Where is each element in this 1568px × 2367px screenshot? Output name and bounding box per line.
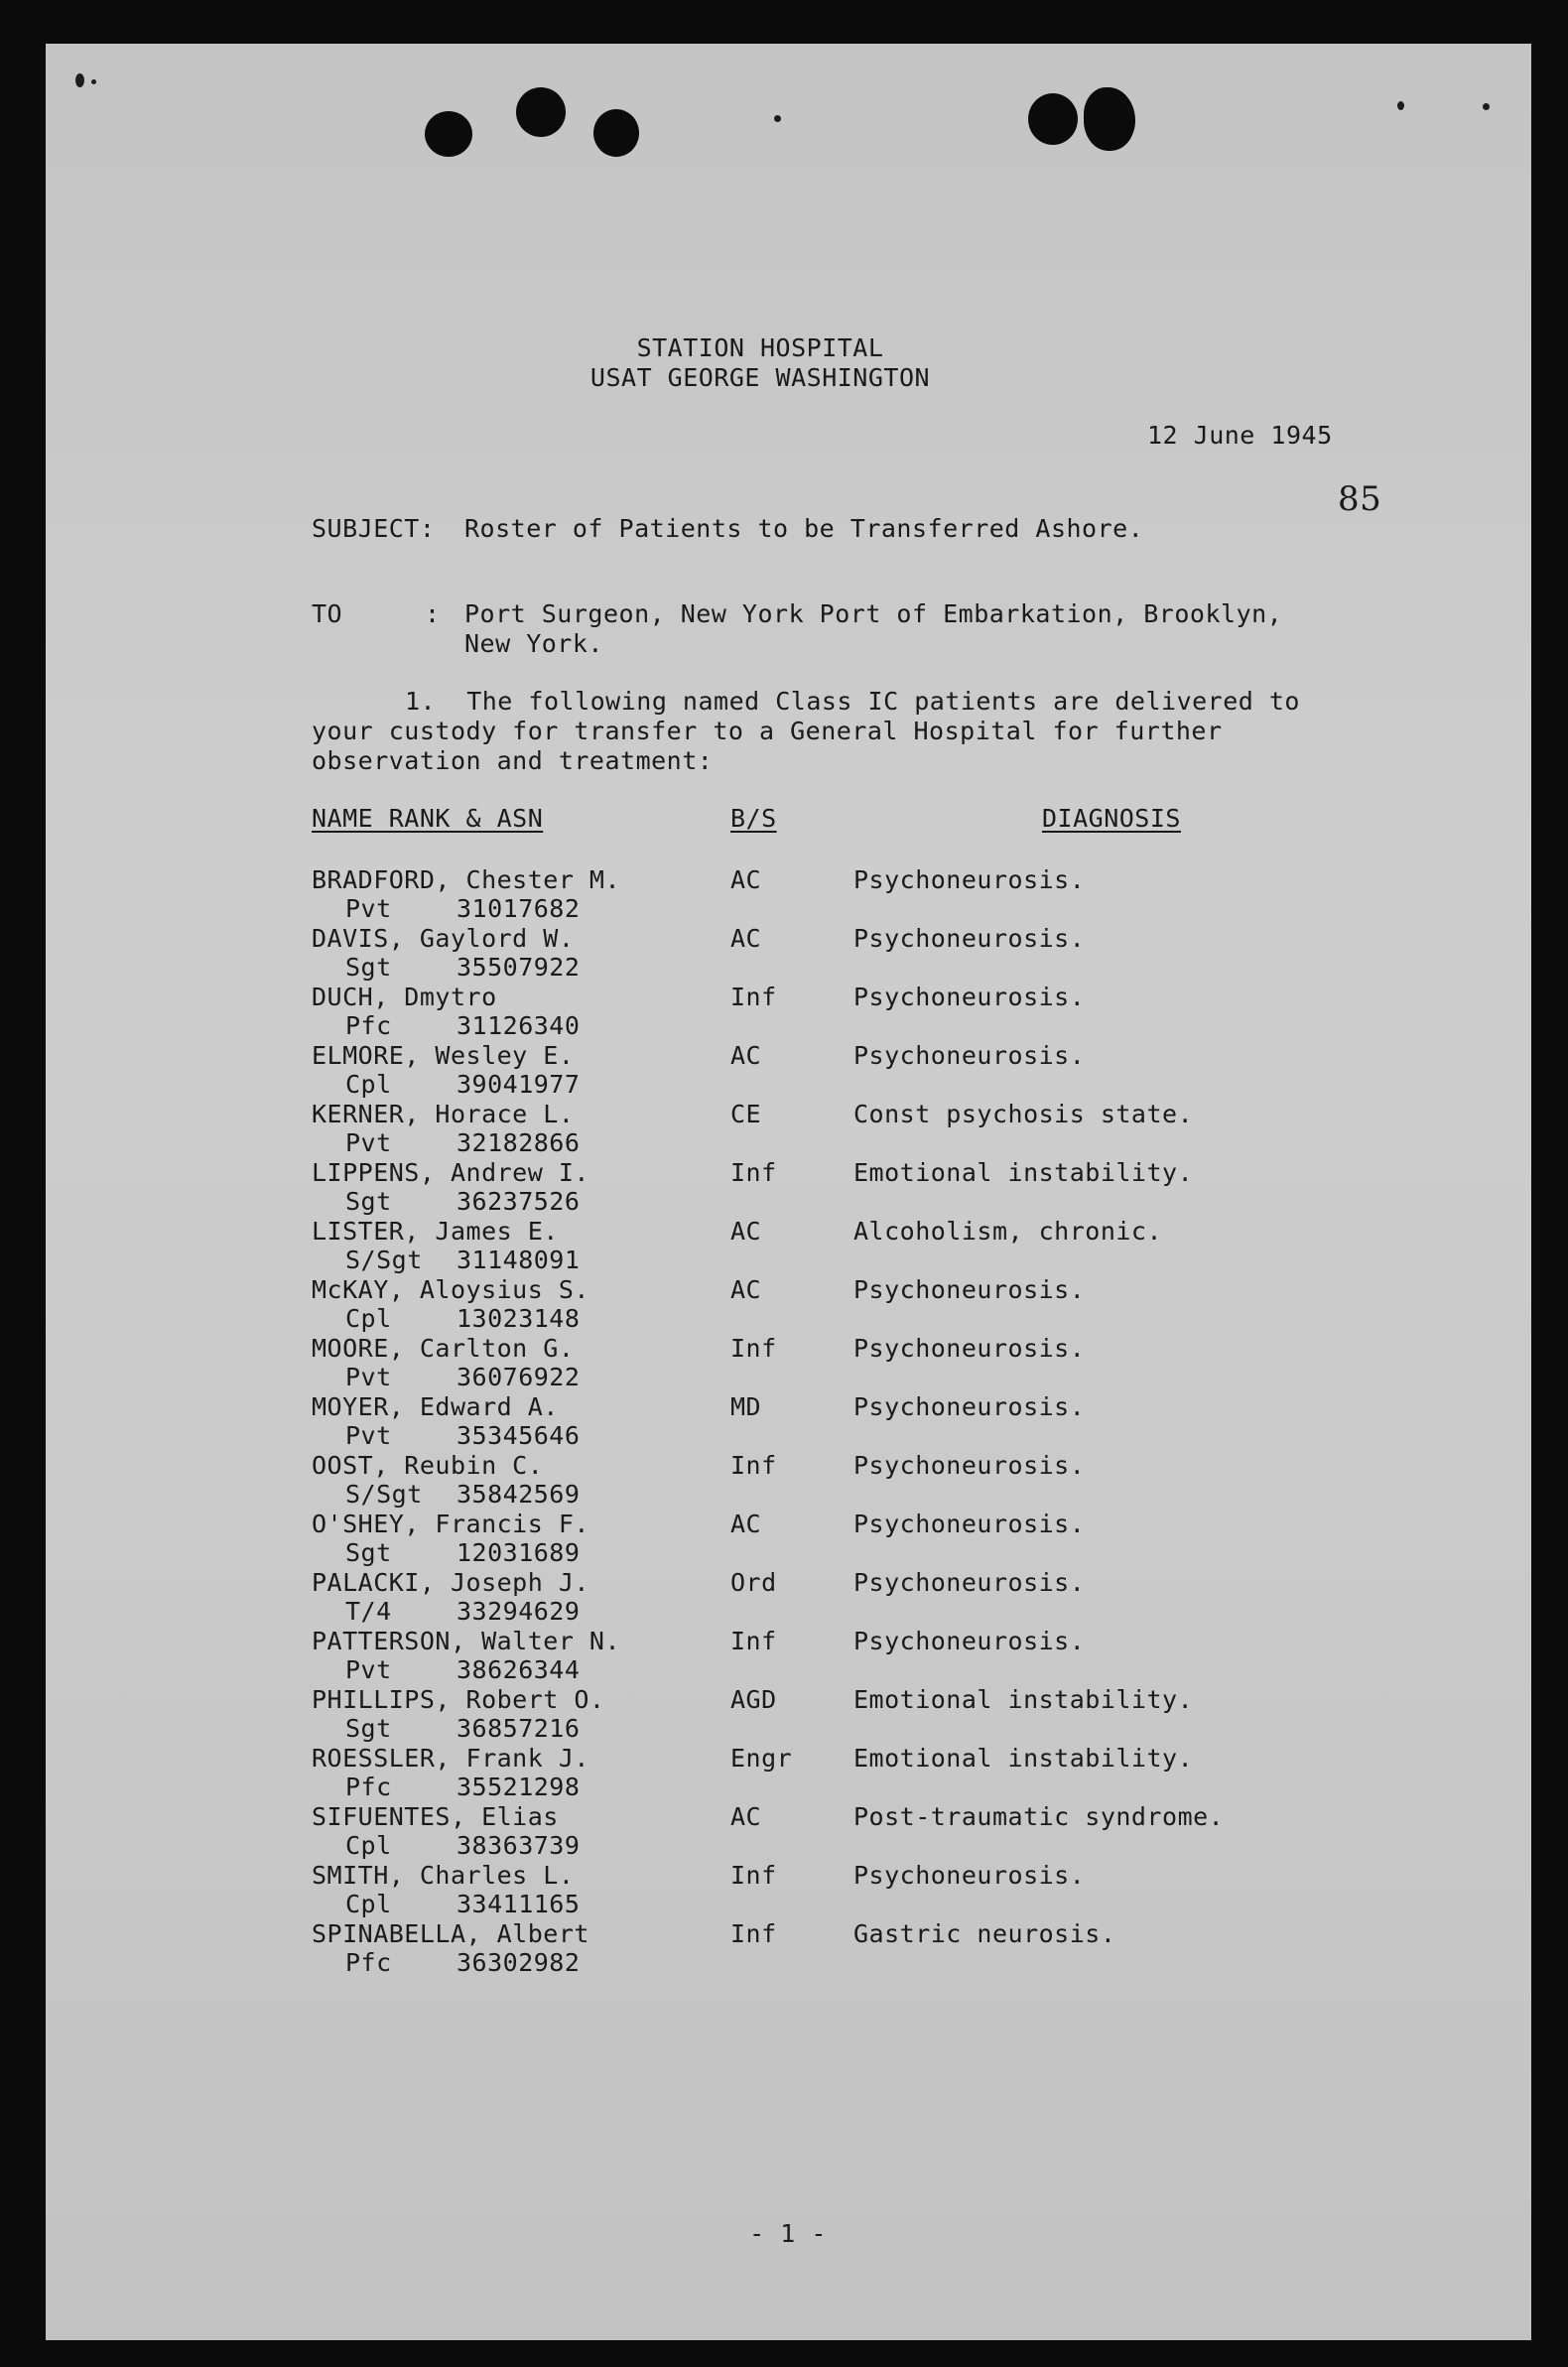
patient-row [312, 1217, 1304, 1275]
patient-row [312, 1744, 1304, 1802]
patient-grade: Sgt [345, 953, 392, 982]
punch-hole [593, 109, 639, 157]
patient-name: OOST, Reubin C. [312, 1451, 544, 1480]
patient-name: McKAY, Aloysius S. [312, 1275, 589, 1304]
patient-diagnosis: Psychoneurosis. [853, 1510, 1086, 1538]
patient-diagnosis: Psychoneurosis. [853, 1275, 1086, 1304]
patient-asn: 33294629 [457, 1597, 581, 1626]
patient-row [312, 865, 1304, 924]
patient-asn: 31148091 [457, 1246, 581, 1274]
patient-asn: 38363739 [457, 1831, 581, 1860]
patient-roster [312, 865, 1304, 1978]
patient-diagnosis: Psychoneurosis. [853, 865, 1086, 894]
patient-name: SMITH, Charles L. [312, 1861, 575, 1890]
patient-branch: Inf [730, 1919, 777, 1948]
patient-branch: Ord [730, 1568, 777, 1597]
patient-row [312, 1041, 1304, 1100]
patient-branch: Engr [730, 1744, 793, 1773]
patient-name: PALACKI, Joseph J. [312, 1568, 589, 1597]
patient-name: DAVIS, Gaylord W. [312, 924, 575, 953]
patient-diagnosis: Alcoholism, chronic. [853, 1217, 1163, 1246]
paragraph-line-2: your custody for transfer to a General Hospital for further [312, 717, 1223, 745]
patient-row [312, 924, 1304, 983]
patient-grade: Sgt [345, 1187, 392, 1216]
patient-diagnosis: Psychoneurosis. [853, 983, 1086, 1011]
patient-row [312, 983, 1304, 1041]
patient-branch: AC [730, 924, 762, 953]
stamp-number: 85 [1338, 479, 1382, 519]
header-diagnosis: DIAGNOSIS [1042, 804, 1181, 833]
patient-grade: Sgt [345, 1714, 392, 1743]
patient-row [312, 1802, 1304, 1861]
patient-grade: Cpl [345, 1070, 392, 1099]
subject-text: Roster of Patients to be Transferred Ashore. [464, 514, 1144, 543]
header-line-2: USAT GEORGE WASHINGTON [589, 363, 931, 392]
patient-grade: S/Sgt [345, 1480, 423, 1509]
patient-name: MOORE, Carlton G. [312, 1334, 575, 1363]
patient-row [312, 1100, 1304, 1158]
patient-branch: CE [730, 1100, 762, 1128]
patient-diagnosis: Emotional instability. [853, 1158, 1194, 1187]
patient-asn: 31017682 [457, 894, 581, 923]
patient-name: SPINABELLA, Albert [312, 1919, 589, 1948]
patient-asn: 36076922 [457, 1363, 581, 1391]
patient-name: ELMORE, Wesley E. [312, 1041, 575, 1070]
patient-row [312, 1861, 1304, 1919]
patient-grade: Pvt [345, 894, 392, 923]
patient-asn: 31126340 [457, 1011, 581, 1040]
patient-diagnosis: Gastric neurosis. [853, 1919, 1116, 1948]
patient-grade: Pfc [345, 1773, 392, 1801]
speck [774, 115, 781, 122]
patient-row [312, 1275, 1304, 1334]
punch-hole [516, 87, 566, 137]
patient-diagnosis: Psychoneurosis. [853, 1568, 1086, 1597]
patient-row [312, 1685, 1304, 1744]
patient-diagnosis: Psychoneurosis. [853, 924, 1086, 953]
speck [1397, 101, 1404, 110]
patient-row [312, 1392, 1304, 1451]
patient-name: BRADFORD, Chester M. [312, 865, 621, 894]
patient-grade: Pfc [345, 1948, 392, 1977]
patient-name: SIFUENTES, Elias [312, 1802, 559, 1831]
patient-name: KERNER, Horace L. [312, 1100, 575, 1128]
patient-asn: 38626344 [457, 1655, 581, 1684]
patient-name: ROESSLER, Frank J. [312, 1744, 589, 1773]
patient-diagnosis: Psychoneurosis. [853, 1392, 1086, 1421]
document-page [46, 44, 1531, 2340]
subject-label: SUBJECT: [312, 514, 436, 543]
paragraph-line-1: 1. The following named Class IC patients are delivered to [405, 687, 1300, 716]
patient-grade: Cpl [345, 1831, 392, 1860]
patient-name: LIPPENS, Andrew I. [312, 1158, 589, 1187]
patient-branch: AC [730, 865, 762, 894]
patient-asn: 36857216 [457, 1714, 581, 1743]
patient-name: PATTERSON, Walter N. [312, 1627, 621, 1655]
patient-asn: 36237526 [457, 1187, 581, 1216]
patient-grade: Pvt [345, 1655, 392, 1684]
punch-hole [425, 111, 472, 157]
to-line-1: Port Surgeon, New York Port of Embarkation, Brooklyn, [464, 599, 1283, 628]
page-number: - 1 - [749, 2219, 827, 2248]
patient-name: DUCH, Dmytro [312, 983, 497, 1011]
header-name-rank-asn: NAME RANK & ASN [312, 804, 544, 833]
patient-diagnosis: Psychoneurosis. [853, 1861, 1086, 1890]
patient-asn: 33411165 [457, 1890, 581, 1918]
patient-diagnosis: Psychoneurosis. [853, 1334, 1086, 1363]
patient-row [312, 1568, 1304, 1627]
patient-name: MOYER, Edward A. [312, 1392, 559, 1421]
patient-row [312, 1627, 1304, 1685]
patient-branch: AC [730, 1510, 762, 1538]
punch-hole [1028, 93, 1078, 145]
patient-diagnosis: Emotional instability. [853, 1744, 1194, 1773]
patient-asn: 12031689 [457, 1538, 581, 1567]
patient-asn: 13023148 [457, 1304, 581, 1333]
patient-row [312, 1334, 1304, 1392]
patient-branch: AC [730, 1802, 762, 1831]
patient-asn: 39041977 [457, 1070, 581, 1099]
patient-diagnosis: Psychoneurosis. [853, 1041, 1086, 1070]
to-line-2: New York. [464, 629, 603, 658]
patient-diagnosis: Post-traumatic syndrome. [853, 1802, 1225, 1831]
patient-branch: Inf [730, 1861, 777, 1890]
patient-name: LISTER, James E. [312, 1217, 559, 1246]
patient-name: PHILLIPS, Robert O. [312, 1685, 605, 1714]
paragraph-line-3: observation and treatment: [312, 746, 714, 775]
patient-row [312, 1158, 1304, 1217]
patient-asn: 36302982 [457, 1948, 581, 1977]
patient-grade: Cpl [345, 1304, 392, 1333]
speck [1483, 103, 1490, 110]
punch-hole [1084, 87, 1135, 151]
patient-diagnosis: Psychoneurosis. [853, 1627, 1086, 1655]
patient-branch: Inf [730, 1627, 777, 1655]
header-line-1: STATION HOSPITAL [636, 333, 884, 362]
patient-branch: AC [730, 1217, 762, 1246]
patient-grade: Pvt [345, 1421, 392, 1450]
header-branch: B/S [730, 804, 777, 833]
patient-asn: 35345646 [457, 1421, 581, 1450]
patient-row [312, 1510, 1304, 1568]
patient-asn: 35521298 [457, 1773, 581, 1801]
patient-branch: Inf [730, 1158, 777, 1187]
document-date: 12 June 1945 [1147, 421, 1333, 450]
patient-grade: Cpl [345, 1890, 392, 1918]
patient-branch: MD [730, 1392, 762, 1421]
speck [91, 79, 96, 84]
patient-name: O'SHEY, Francis F. [312, 1510, 589, 1538]
patient-asn: 35507922 [457, 953, 581, 982]
patient-row [312, 1451, 1304, 1510]
patient-grade: Sgt [345, 1538, 392, 1567]
patient-grade: Pvt [345, 1363, 392, 1391]
to-label: TO [312, 599, 343, 628]
to-colon: : [425, 599, 441, 628]
patient-grade: S/Sgt [345, 1246, 423, 1274]
patient-branch: AGD [730, 1685, 777, 1714]
patient-branch: Inf [730, 1334, 777, 1363]
patient-diagnosis: Emotional instability. [853, 1685, 1194, 1714]
patient-asn: 32182866 [457, 1128, 581, 1157]
patient-diagnosis: Psychoneurosis. [853, 1451, 1086, 1480]
patient-grade: T/4 [345, 1597, 392, 1626]
patient-branch: AC [730, 1041, 762, 1070]
speck [75, 73, 84, 87]
patient-branch: AC [730, 1275, 762, 1304]
patient-branch: Inf [730, 1451, 777, 1480]
patient-grade: Pfc [345, 1011, 392, 1040]
patient-branch: Inf [730, 983, 777, 1011]
patient-row [312, 1919, 1304, 1978]
patient-diagnosis: Const psychosis state. [853, 1100, 1194, 1128]
patient-grade: Pvt [345, 1128, 392, 1157]
patient-asn: 35842569 [457, 1480, 581, 1509]
